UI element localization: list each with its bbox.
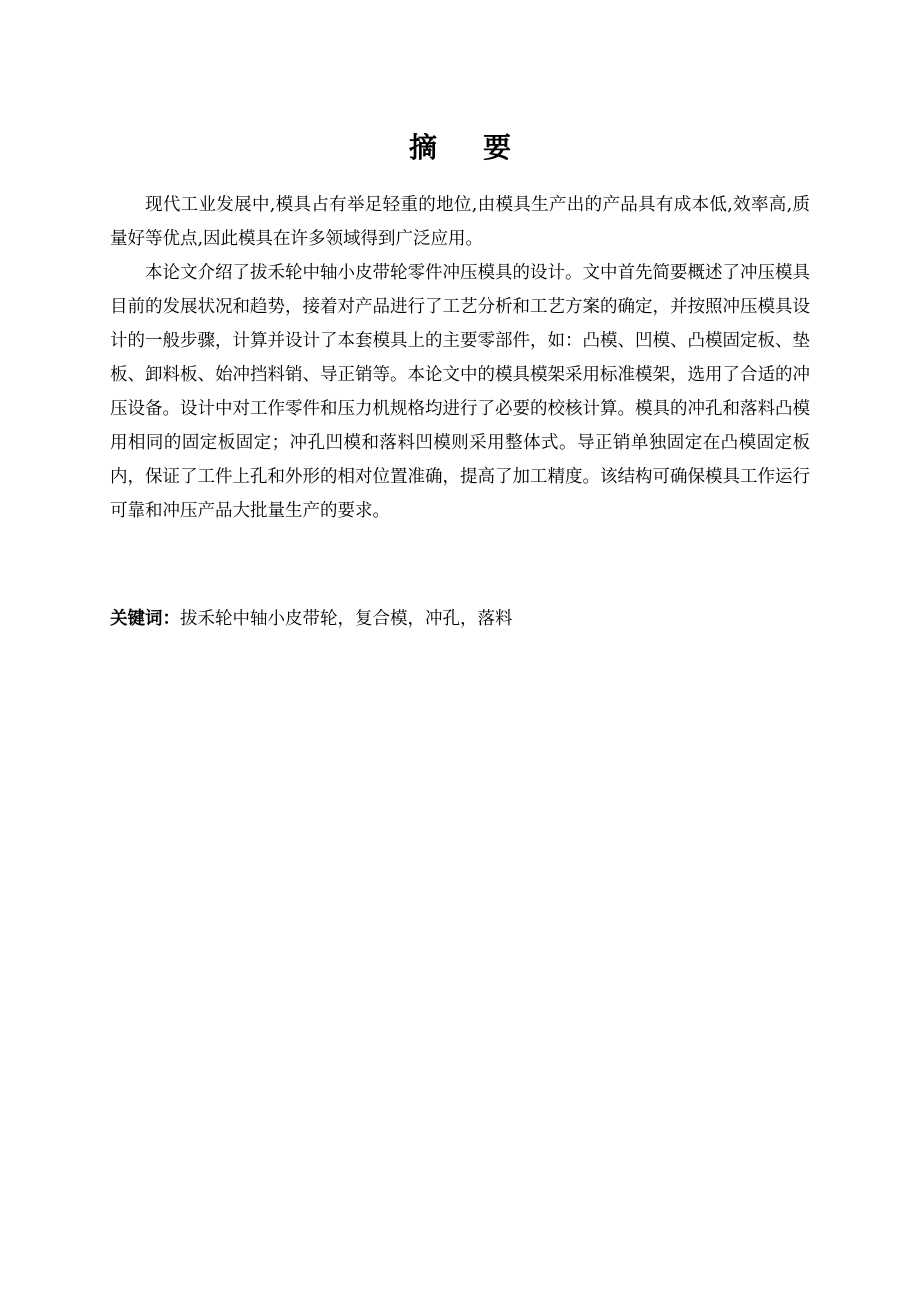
page-title (0, 128, 920, 168)
abstract-paragraph-1: 现代工业发展中,模具占有举足轻重的地位,由模具生产出的产品具有成本低,效率高,质量好等优点,因此模具在许多领域得到广泛应用。 (110, 195, 810, 249)
title-char-1: 摘 (408, 131, 437, 164)
keywords-text: 拔禾轮中轴小皮带轮，复合模，冲孔，落料 (180, 609, 513, 629)
abstract-paragraph-2: 本论文介绍了拔禾轮中轴小皮带轮零件冲压模具的设计。文中首先简要概述了冲压模具目前的发展状况和趋势，接着对产品进行了工艺分析和工艺方案的确定，并按照冲压模具设计的一般步骤，计算并设计了本套模具上的主要零部件，如：凸模、凹模、凸模固定板、垫板、卸料板、始冲挡料销、导正销等。本论文中的模具模架采用标准模架，选用了合适的冲压设备。设计中对工作零件和压力机规格均进行了必要的校核计算。模具的冲孔和落料凸模用相同的固定板固定；冲孔凹模和落料凹模则采用整体式。导正销单独固定在凸模固定板内，保证了工件上孔和外形的相对位置准确，提高了加工精度。该结构可确保模具工作运行可靠和冲压产品大批量生产的要求。 (110, 263, 810, 521)
keywords-label: 关键词： (110, 609, 180, 629)
title-char-2: 要 (483, 131, 512, 164)
abstract-body (110, 188, 810, 528)
keywords-line (110, 602, 810, 636)
